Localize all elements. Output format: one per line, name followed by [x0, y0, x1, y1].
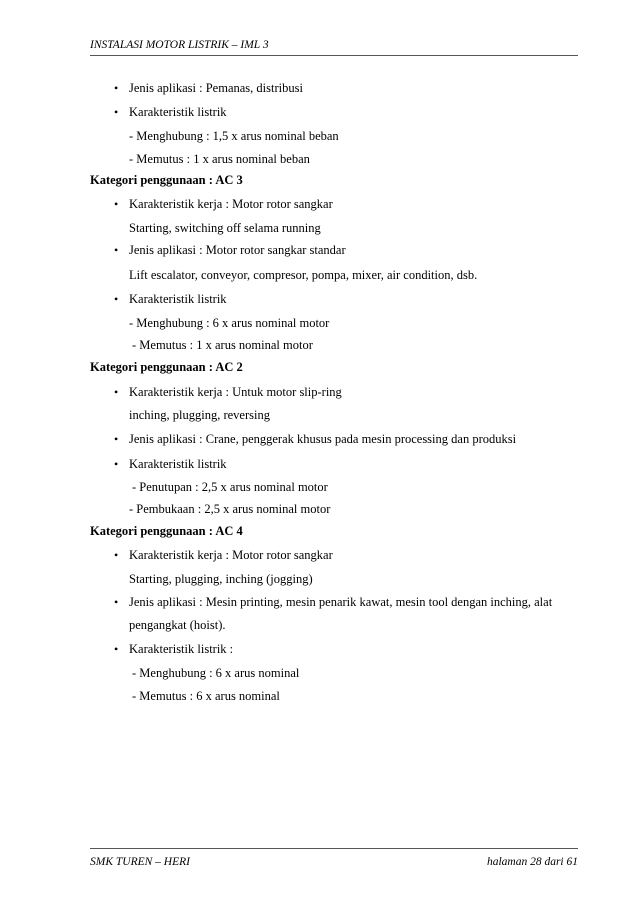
sub-item: Starting, plugging, inching (jogging) [129, 572, 313, 586]
list-item: Jenis aplikasi : Motor rotor sangkar standar [129, 243, 346, 257]
page-footer [90, 848, 578, 869]
sub-item: - Memutus : 1 x arus nominal beban [129, 152, 310, 166]
list-item-continuation: pengangkat (hoist). [129, 618, 226, 632]
bullet-marker: • [114, 105, 119, 119]
footer-left: SMK TUREN – HERI [90, 856, 190, 868]
bullet-marker: • [114, 642, 119, 656]
bullet-marker: • [114, 292, 119, 306]
section-heading: Kategori penggunaan : AC 4 [90, 524, 243, 538]
sub-item: Lift escalator, conveyor, compresor, pompa, mixer, air condition, dsb. [129, 268, 478, 282]
list-item: Karakteristik listrik [129, 292, 227, 306]
bullet-marker: • [114, 457, 119, 471]
list-item: Karakteristik listrik [129, 105, 227, 119]
sub-item: inching, plugging, reversing [129, 408, 270, 422]
page-header [90, 38, 578, 56]
bullet-marker: • [114, 385, 119, 399]
sub-item: - Pembukaan : 2,5 x arus nominal motor [129, 502, 331, 516]
section-heading: Kategori penggunaan : AC 3 [90, 173, 243, 187]
section-heading: Kategori penggunaan : AC 2 [90, 360, 243, 374]
sub-item: - Menghubung : 1,5 x arus nominal beban [129, 129, 339, 143]
list-item: Karakteristik listrik : [129, 642, 234, 656]
sub-item: Starting, switching off selama running [129, 221, 321, 235]
list-item: Karakteristik kerja : Motor rotor sangkar [129, 548, 333, 562]
page-number: halaman 28 dari 61 [486, 856, 578, 868]
list-item: Karakteristik kerja : Motor rotor sangkar [129, 197, 333, 211]
sub-item: - Menghubung : 6 x arus nominal motor [129, 316, 330, 330]
list-item: Karakteristik kerja : Untuk motor slip-ring [129, 385, 342, 399]
sub-item: - Memutus : 6 x arus nominal [132, 689, 280, 703]
list-item: Karakteristik listrik [129, 457, 227, 471]
bullet-marker: • [114, 595, 119, 609]
bullet-marker: • [114, 197, 119, 211]
sub-item: - Memutus : 1 x arus nominal motor [132, 338, 313, 352]
sub-item: - Menghubung : 6 x arus nominal [132, 666, 300, 680]
header-title: INSTALASI MOTOR LISTRIK – IML 3 [90, 39, 269, 51]
bullet-marker: • [114, 548, 119, 562]
list-item: Jenis aplikasi : Mesin printing, mesin penarik kawat, mesin tool dengan inching, alat [129, 595, 553, 609]
sub-item: - Penutupan : 2,5 x arus nominal motor [132, 480, 328, 494]
bullet-marker: • [114, 243, 119, 257]
bullet-marker: • [114, 432, 119, 446]
list-item: Jenis aplikasi : Pemanas, distribusi [129, 81, 303, 95]
list-item: Jenis aplikasi : Crane, penggerak khusus pada mesin processing dan produksi [129, 432, 517, 446]
bullet-marker: • [114, 81, 119, 95]
